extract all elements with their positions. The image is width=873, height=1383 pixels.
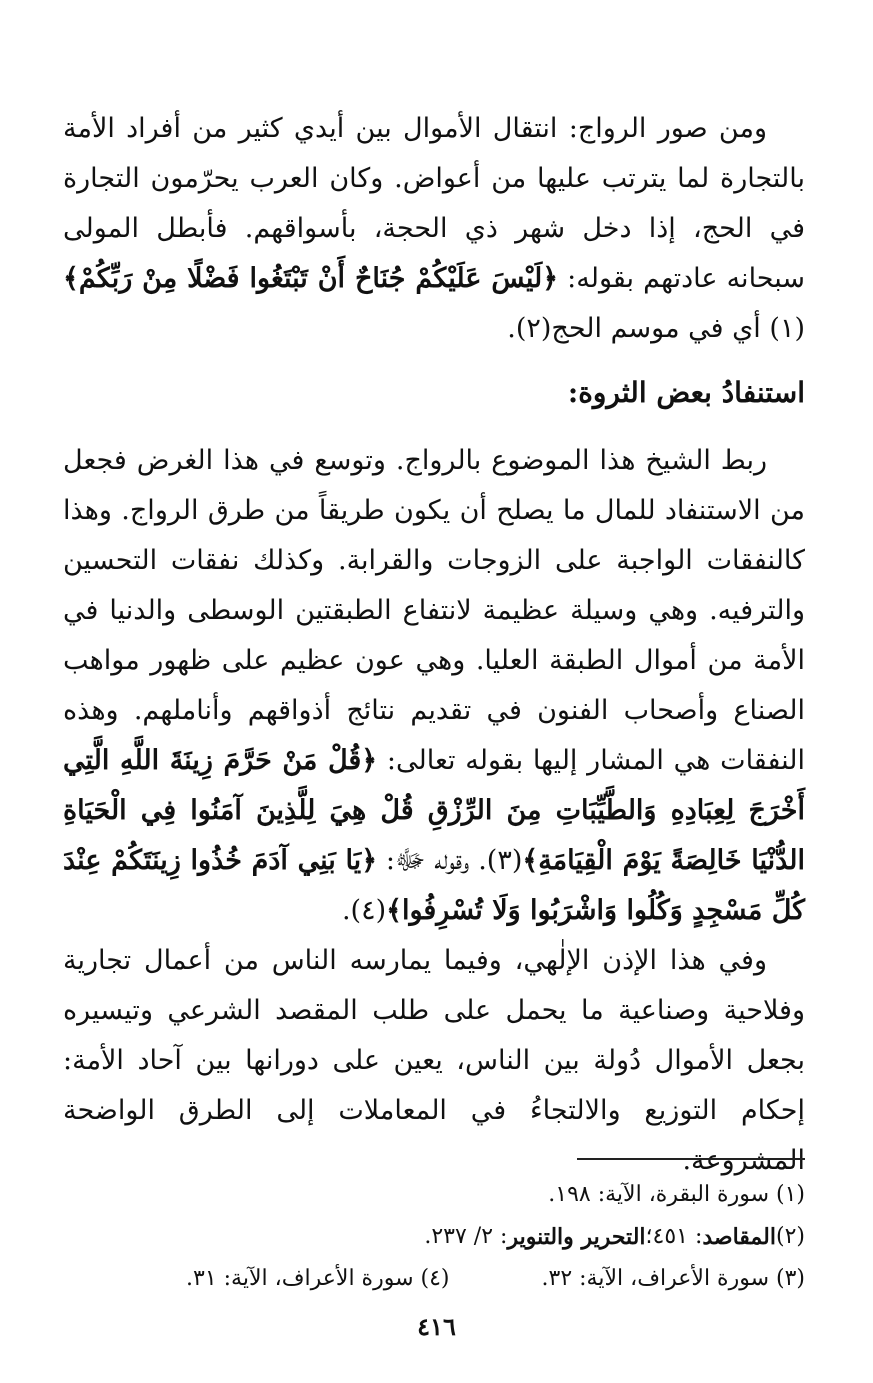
footnote-1: (١) سورة البقرة، الآية: ١٩٨. xyxy=(548,1182,805,1207)
paragraph-text: (٣). وقوله ﷻ: xyxy=(377,845,523,876)
paragraph-text: ربط الشيخ هذا الموضوع بالرواج. وتوسع في هذا الغرض فجعل من الاستنفاد للمال ما يصلح أن يكون طريقاً من طرق الرواج. وهذا كالنفقات الواجبة على الزوجات والقرابة. وكذلك نفقات التحسين والترفيه. وهي وسيلة عظيمة لانتفاع الطبقتين الوسطى والدنيا في الأمة من أموال الطبقة العليا. وهي عون عظيم على ظهور مواهب الصناع وأصحاب الفنون في تقديم نتائج أذواقهم وأناملهم. وهذه النفقات هي المشار إليها بقوله تعالى: xyxy=(63,445,805,776)
quran-verse: ﴿يَا بَنِي آدَمَ خُذُوا زِينَتَكُمْ عِنْدَ كُلِّ مَسْجِدٍ وَكُلُوا وَاشْرَبُوا وَلَا تُسْرِفُوا﴾ xyxy=(63,845,805,926)
footnotes xyxy=(63,1174,805,1300)
footnote-2: (٢) المقاصد : ٤٥١؛ التحرير والتنوير : ٢/ ٢٣٧. xyxy=(424,1224,805,1250)
quran-verse: ﴿لَيْسَ عَلَيْكُمْ جُنَاحٌ أَنْ تَبْتَغُوا فَضْلًا مِنْ رَبِّكُمْ﴾ xyxy=(63,263,559,294)
footnote-separator xyxy=(577,1158,805,1160)
footnote-4: (٤) سورة الأعراف، الآية: ٣١. xyxy=(186,1266,450,1291)
paragraph-text: (٤). xyxy=(341,895,387,926)
footnote-3: (٣) سورة الأعراف، الآية: ٣٢. xyxy=(541,1266,805,1291)
paragraph-trade-circulation xyxy=(63,104,805,354)
section-heading: استنفادُ بعض الثروة: xyxy=(567,376,805,409)
paragraph-text: وفي هذا الإذن الإلٰهي، وفيما يمارسه الناس من أعمال تجارية وفلاحية وصناعية ما يحمل على طلب المقصد الشرعي وتيسيره بجعل الأموال دُولة بين الناس، يعين على دورانها بين آحاد الأمة: إحكام التوزيع والالتجاءُ في المعاملات إلى الطرق الواضحة المشروعة. xyxy=(63,945,805,1176)
quran-verse: ﴿قُلْ مَنْ حَرَّمَ زِينَةَ اللَّهِ الَّتِي أَخْرَجَ لِعِبَادِهِ وَالطَّيِّبَاتِ مِنَ الرِّزْقِ قُلْ هِيَ لِلَّذِينَ آمَنُوا فِي الْحَيَاةِ الدُّنْيَا خَالِصَةً يَوْمَ الْقِيَامَةِ﴾ xyxy=(63,745,806,876)
paragraph-spending-wealth xyxy=(63,436,805,936)
paragraph-text: ومن صور الرواج: انتقال الأموال بين أيدي كثير من أفراد الأمة بالتجارة لما يترتب عليها من أعواض. وكان العرب يحرّمون التجارة في الحج، إذا دخل شهر ذي الحجة، بأسواقهم. فأبطل المولى سبحانه عادتهم بقوله: xyxy=(63,113,806,294)
page-number: ٤١٦ xyxy=(417,1312,456,1341)
paragraph-text: (١) أي في موسم الحج(٢). xyxy=(507,313,805,344)
paragraph-divine-permission xyxy=(63,936,805,1186)
